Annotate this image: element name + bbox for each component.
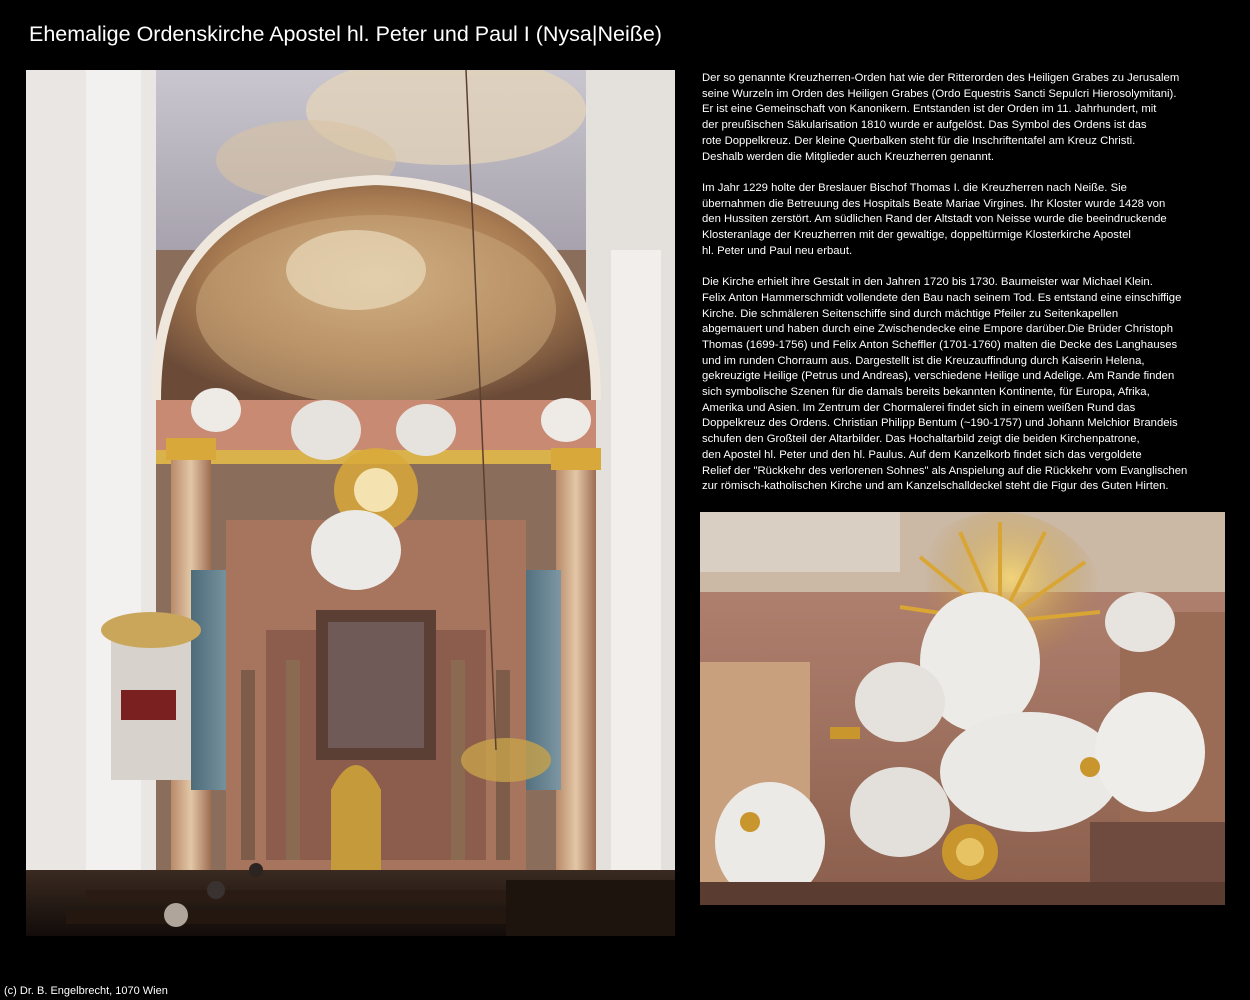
description-text <box>702 71 1228 511</box>
paragraph-neisse: Im Jahr 1229 holte der Breslauer Bischof Thomas I. die Kreuzherren nach Neiße. Sie übernahmen die Betreuung des Hospitals Beate Mariae Virgines. Ihr Kloster wurde 1428 von den Hussiten zerstört. Am südlichen Rand der Altstadt von Neisse wurde die beeindruckende Klosteranlage der Kreuzherren mit der gewaltige, doppeltürmige Klosterkirche Apostel hl. Peter und Paul neu erbaut. <box>702 181 1167 257</box>
church-interior-photo <box>26 70 675 936</box>
altar-detail-photo <box>700 512 1225 905</box>
copyright-footer: (c) Dr. B. Engelbrecht, 1070 Wien <box>4 985 168 997</box>
paragraph-order-history: Der so genannte Kreuzherren-Orden hat wie der Ritterorden des Heiligen Grabes zu Jerusalem seine Wurzeln im Orden des Heiligen Grabes (Ordo Equestris Sancti Sepulcri Hierosolymitani). Er ist eine Gemeinschaft von Kanonikern. Entstanden ist der Orden im 11. Jahrhundert, mit der preußischen Säkularisation 1810 wurde er aufgelöst. Das Symbol des Ordens ist das rote Doppelkreuz. Der kleine Querbalken steht für die Inschriftentafel am Kreuz Christi. Deshalb werden die Mitglieder auch Kreuzherren genannt. <box>702 72 1180 163</box>
paragraph-church-architecture: Die Kirche erhielt ihre Gestalt in den Jahren 1720 bis 1730. Baumeister war Michael Klein. Felix Anton Hammerschmidt vollendete den Bau nach seinem Tod. Es entstand eine einschiffige Kirche. Die schmäleren Seitenschiffe sind durch mächtige Pfeiler zu Seitenkapellen abgemauert und haben durch eine Zwischendecke eine Empore darüber.Die Brüder Christoph Thomas (1699-1756) und Felix Anton Scheffler (1701-1760) malten die Decke des Langhauses und im runden Chorraum aus. Dargestellt ist die Kreuzauffindung durch Kaiserin Helena, gekreuzigte Heilige (Petrus und Andreas), verschiedene Heilige und Adelige. Am Rande finden sich symbolische Szenen für die damals bereits bekannten Kontinente, für Europa, Afrika, Amerika und Asien. Im Zentrum der Chormalerei findet sich in einem weißen Rund das Doppelkreuz des Ordens. Christian Philipp Bentum (~190-1757) und Johann Melchior Brandeis schufen den Großteil der Altarbilder. Das Hochaltarbild zeigt die beiden Kirchenpatrone, den Apostel hl. Peter und den hl. Paulus. Auf dem Kanzelkorb findet sich das vergoldete Relief der "Rückkehr des verlorenen Sohnes" als Anspielung auf die Rückkehr vom Evanglischen zur römisch-katholischen Kirche und am Kanzelschalldeckel steht die Figur des Guten Hirten. <box>702 276 1188 493</box>
page-title: Ehemalige Ordenskirche Apostel hl. Peter und Paul I (Nysa|Neiße) <box>29 22 662 46</box>
